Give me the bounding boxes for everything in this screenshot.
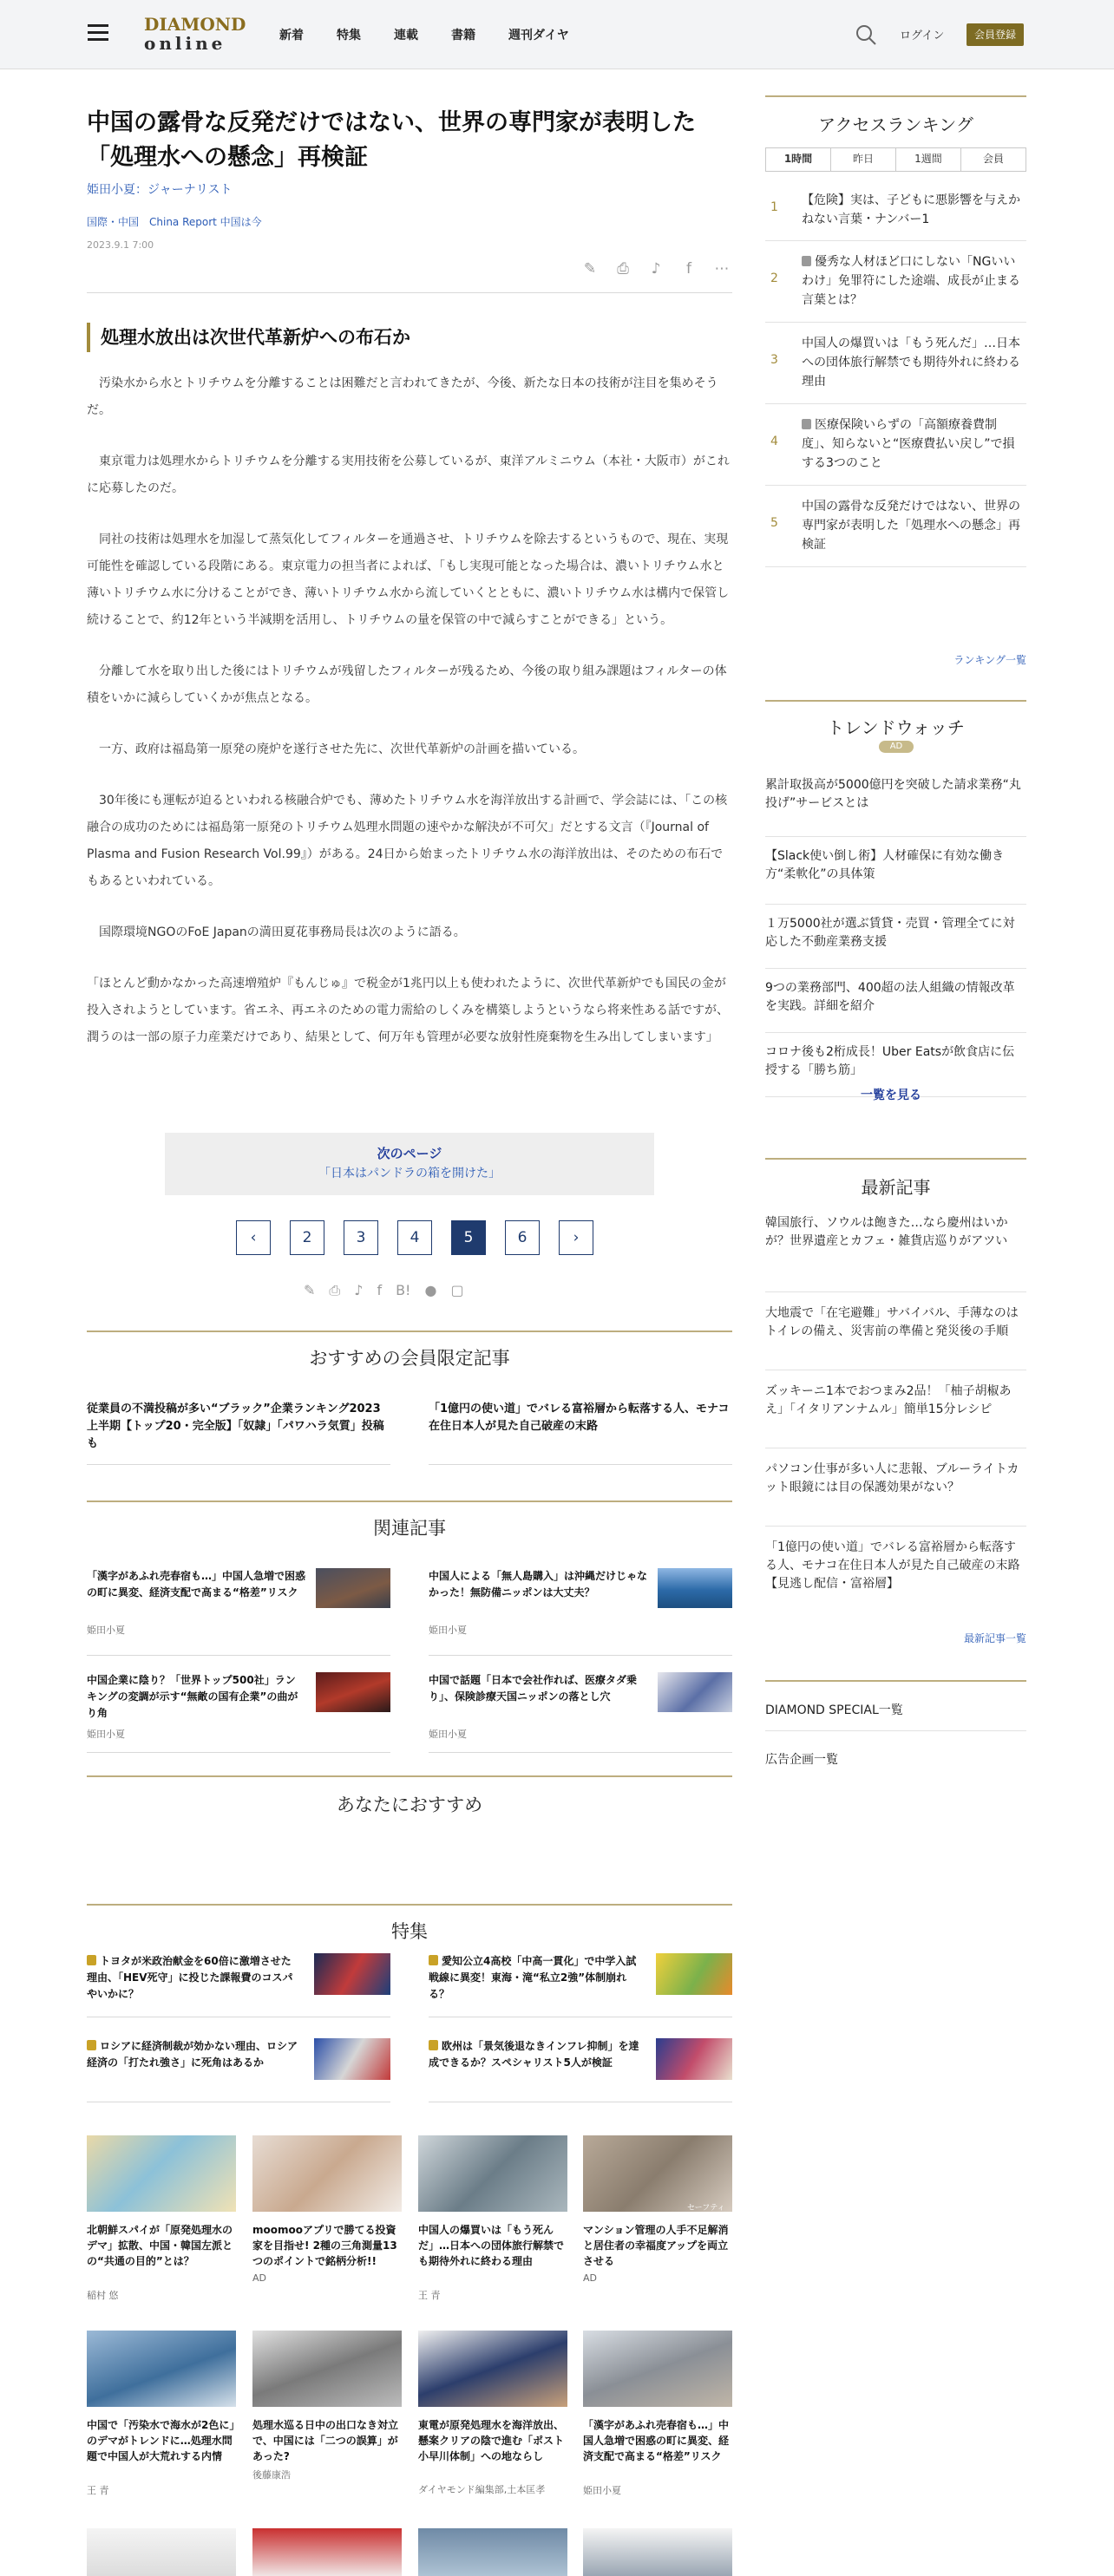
related-title: 中国で話題「日本で会社作れば、医療タダ乗り」、保険診療天国ニッポンの落とし穴 [429,1674,638,1703]
divider [87,1464,390,1465]
card-thumb [583,2135,732,2212]
page-5-current[interactable]: 5 [451,1220,486,1255]
login-link[interactable]: ログイン [900,29,945,42]
tab-yesterday[interactable]: 昨日 [830,148,895,171]
article-title: 中国の露骨な反発だけではない、世界の専門家が表明した「処理水への懸念」再検証 [87,109,696,171]
grid-card[interactable] [87,2135,236,2309]
twitter-icon[interactable]: ♪ [354,1282,364,1298]
nav-new[interactable]: 新着 [279,29,304,42]
grid-card[interactable] [583,2331,732,2504]
card-thumb [252,2331,402,2407]
pagination [236,1220,593,1255]
lock-icon [802,419,811,429]
rank-title: 【危険】実は、子どもに悪影響を与えかねない言葉・ナンバー1 [802,193,1020,226]
recommend-item[interactable]: 従業員の不満投稿が多い“ブラック”企業ランキング2023上半期【トップ20・完全版】「奴隷」「パワハラ気質」投稿も [87,1402,384,1450]
card-author: 稲村 悠 [87,2290,119,2301]
register-button[interactable]: 会員登録 [967,23,1024,46]
grid-card[interactable] [87,2331,236,2504]
share-toolbar [580,258,732,279]
related-thumb [658,1672,732,1712]
trend-item[interactable]: コロナ後も2桁成長！Uber Eatsが飲食店に伝授する「勝ち筋」 [765,1033,1026,1097]
recommend-item[interactable]: 「1億円の使い道」でバレる富裕層から転落する人、モナコ在住日本人が見た自己破産の末路 [429,1402,730,1433]
card-author: 後藤康浩 [252,2469,291,2481]
special-item[interactable] [429,1953,732,2005]
next-page-box[interactable] [165,1133,654,1195]
grid-card[interactable] [583,2135,732,2309]
publish-date: 2023.9.1 7:00 [87,239,154,251]
ranking-item[interactable] [765,241,1026,323]
latest-item[interactable]: 韓国旅行、ソウルは飽きた…なら慶州はいかが？世界遺産とカフェ・雑貨店巡りがアツい [765,1214,1026,1292]
lock-icon [429,2040,438,2050]
related-heading: 関連記事 [87,1500,732,1540]
related-item[interactable] [429,1672,732,1742]
card-title: 中国で「汚染水で海水が2色に」のデマがトレンドに…処理水問題で中国人が大荒れする内情 [87,2419,235,2462]
site-header [0,0,1114,69]
next-page-label: 次のページ [377,1146,442,1161]
related-author: 姫田小夏 [87,1625,125,1636]
rank-title: 中国の露骨な反発だけではない、世界の専門家が表明した「処理水への懸念」再検証 [802,500,1020,552]
grid-card[interactable] [252,2135,402,2309]
tab-member[interactable]: 会員 [960,148,1026,171]
paragraph: 同社の技術は処理水を加湿して蒸気化してフィルターを通過させ、トリチウムを除去するというもので、現在、実現可能性を確認している段階にある。東京電力の担当者によれば、「もし実現可能となった場合は、濃いトリチウム水と薄いトリチウム水に分けることができ、薄いトリチウム水から流していくとともに、濃いトリチウム水は構内で保管し続けることで、約12年という半減期を活用し、トリチウムの量を保管の中で減らすことができる」という。 [87,533,730,627]
trend-heading: トレンドウォッチ [765,700,1026,739]
rank-number: 1 [770,200,778,214]
card-author: ダイヤモンド編集部,土本匡孝 [418,2484,546,2495]
related-author: 姫田小夏 [87,1729,125,1740]
rank-number: 2 [770,271,778,285]
tab-1hour[interactable]: 1時間 [766,148,830,171]
ranking-item[interactable] [765,180,1026,241]
related-item[interactable] [429,1568,732,1638]
nav-books[interactable]: 書籍 [451,29,475,42]
card-author: 姫田小夏 [583,2485,621,2496]
special-title: 愛知公立4高校「中高一貫化」で中学入試戦線に異変！東海・滝“私立2強”体制崩れる？ [429,1955,637,2000]
ranking-list-link[interactable]: ランキング一覧 [953,654,1026,666]
ad-list-link[interactable]: 広告企画一覧 [765,1730,1026,1781]
trend-item[interactable]: １万5000社が選ぶ賃貸・売買・管理全てに対応した不動産業務支援 [765,905,1026,969]
share-toolbar-bottom [304,1282,464,1299]
page-6[interactable]: 6 [505,1220,540,1255]
category-links[interactable]: 国際・中国 China Report 中国は今 [87,216,262,228]
divider [429,1464,732,1465]
card-title: 中国人の爆買いは「もう死んだ」…日本への団体旅行解禁でも期待外れに終わる理由 [418,2224,565,2267]
card-thumb [87,2135,236,2212]
card-thumb [87,2331,236,2407]
latest-item[interactable]: パソコン仕事が多い人に悲報、ブルーライトカット眼鏡には目の保護効果がない？ [765,1448,1026,1527]
for-you-heading: あなたにおすすめ [87,1775,732,1817]
special-item[interactable] [87,2038,390,2090]
paragraph: 一方、政府は福島第一原発の廃炉を遂行させた先に、次世代革新炉の計画を描いている。 [99,742,585,756]
special-item[interactable] [87,1953,390,2005]
paragraph: 国際環境NGOのFoE Japanの満田夏花事務局長は次のように語る。 [99,925,466,939]
card-title: マンション管理の人手不足解消と居住者の幸福度アップを両立させる [583,2224,729,2267]
grid-card[interactable] [252,2331,402,2504]
grid-card[interactable] [418,2135,567,2309]
paragraph: 分離して水を取り出した後にはトリチウムが残留したフィルターが残るため、今後の取り組み課題はフィルターの体積をいかに減らしていくかが焦点となる。 [87,664,727,705]
main-nav [279,26,569,43]
tab-1week[interactable]: 1週間 [895,148,960,171]
latest-list-link[interactable]: 最新記事一覧 [963,1632,1026,1644]
paragraph: 「ほとんど動かなかった高速増殖炉『もんじゅ』で税金が1兆円以上も使われたように、次世代革新炉でも国民の金が投入されようとしています。省エネ、再エネのための電力需給のしくみを構築しようというなら将来性ある話ですが、潤うのは一部の原子力産業だけであり、結果として、何万年も管理が必要な放射性廃棄物を生み出してしまいます」 [87,977,730,1044]
ranking-heading: アクセスランキング [765,95,1026,136]
related-item[interactable] [87,1568,390,1638]
related-title: 中国企業に陰り？「世界トップ500社」ランキングの変調が示す“無敵の国有企業”の曲がり角 [87,1674,298,1719]
site-logo[interactable] [144,14,246,54]
rank-title: 中国人の爆買いは「もう死んだ」…日本への団体旅行解禁でも期待外れに終わる理由 [802,337,1020,389]
card-title: 北朝鮮スパイが「原発処理水のデマ」拡散、中国・韓国左派との“共通の目的”とは？ [87,2224,233,2267]
rank-number: 5 [770,516,778,530]
special-title: 欧州は「景気後退なきインフレ抑制」を達成できるか？スペシャリスト5人が検証 [429,2040,639,2069]
special-item[interactable] [429,2038,732,2090]
card-thumb [252,2135,402,2212]
search-icon[interactable] [855,23,877,46]
logo-line2: online [144,33,226,54]
related-thumb [658,1568,732,1608]
card-thumb [583,2331,732,2407]
facebook-icon[interactable]: f [377,1282,383,1298]
trend-item[interactable]: 累計取扱高が5000億円を突破した請求業務“丸投げ”サービスとは [765,776,1026,837]
special-list-link[interactable]: DIAMOND SPECIAL一覧 [765,1680,1026,1730]
line-icon[interactable]: ● [424,1282,437,1298]
rank-title: 優秀な人材ほど口にしない「NGいいわけ」免罪符にした途端、成長が止まる言葉とは？ [802,255,1020,307]
hatena-icon[interactable]: B! [396,1282,411,1298]
card-title: 「漢字があふれ売春宿も…」中国人急増で困惑の町に異変、経済支配で高まる“格差”リスク [583,2419,730,2462]
print-icon[interactable]: ⎙ [617,260,629,278]
page-2[interactable]: 2 [290,1220,324,1255]
recommend-list [87,1401,732,1453]
rank-number: 4 [770,435,778,448]
author-link[interactable]: 姫田小夏：ジャーナリスト [87,183,233,197]
divider [87,292,732,293]
nav-weekly[interactable]: 週刊ダイヤ [508,29,569,42]
lock-icon [87,1955,96,1965]
related-item[interactable] [87,1672,390,1742]
page-3[interactable]: 3 [344,1220,378,1255]
card-thumb [418,2331,567,2407]
page-4[interactable]: 4 [397,1220,432,1255]
print-icon[interactable]: ⎙ [329,1282,341,1298]
divider [429,1655,732,1656]
section-heading: 処理水放出は次世代革新炉への布石か [87,323,410,352]
more-icon[interactable]: ⋯ [714,260,730,278]
special-thumb [314,2038,390,2080]
trend-more-link[interactable]: 一覧を見る [861,1089,921,1102]
special-title: トヨタが米政治献金を60倍に激増させた理由、「HEV死守」に投じた課報費のコスパやいかに？ [87,1955,293,2000]
ranking-item[interactable] [765,404,1026,486]
card-title: 処理水巡る日中の出口なき対立で、中国には「二つの誤算」があった? [252,2419,399,2462]
paragraph: 汚染水から水とトリチウムを分離することは困難だと言われてきたが、今後、新たな日本の技術が注目を集めそうだ。 [87,376,718,417]
card-badge: セーフティベル [687,2204,725,2224]
nav-series[interactable]: 連載 [394,29,418,42]
card-author: AD [583,2272,597,2284]
twitter-icon[interactable]: ♪ [651,260,661,278]
related-title: 「漢字があふれ売春宿も…」中国人急増で困惑の町に異変、経済支配で高まる“格差”リスク [87,1570,306,1599]
related-author: 姫田小夏 [429,1729,467,1740]
card-author: AD [252,2272,266,2284]
lock-icon [802,256,811,266]
next-page-icon[interactable]: › [559,1220,593,1255]
ranking-item[interactable] [765,323,1026,404]
paragraph: 30年後にも運転が迫るといわれる核融合炉でも、薄めたトリチウム水を海洋放出する計画で、学会誌には、「この核融合の成功のためには福島第一原発のトリチウム処理水問題の速やかな解決が不可欠」だとする文言（『Journal of Plasma and Fusion Research Vol.99』）がある。24日から始まったトリチウム水の海洋放出は、そのための布石でもあるといわれている。 [87,794,728,888]
divider [87,1752,390,1753]
latest-item[interactable]: 大地震で「在宅避難」サバイバル、手薄なのはトイレの備え、災害前の準備と発災後の手順 [765,1292,1026,1370]
grid-card[interactable] [418,2331,567,2504]
lock-icon [87,2040,96,2050]
trend-item[interactable]: 【Slack使い倒し術】人材確保に有効な働き方“柔軟化”の具体策 [765,837,1026,905]
ranking-item[interactable] [765,486,1026,567]
paragraph: 東京電力は処理水からトリチウムを分離する実用技術を公募しているが、東洋アルミニウム（本社・大阪市）がこれに応募したのだ。 [87,454,730,495]
special-thumb [314,1953,390,1995]
latest-item[interactable]: ズッキーニ1本でおつまみ2品！「柚子胡椒あえ」「イタリアンナムル」簡単15分レシピ [765,1370,1026,1448]
logo-line1: DIAMOND [144,14,246,35]
card-thumb [418,2528,567,2576]
card-thumb [252,2528,402,2576]
special-title: ロシアに経済制裁が効かない理由、ロシア経済の「打たれ強さ」に死角はあるか [87,2040,298,2069]
card-title: moomooアプリで勝てる投資家を目指せ! 2種の三角測量13つのポイントで銘柄分析!! [252,2224,397,2267]
recommend-heading: おすすめの会員限定記事 [87,1330,732,1370]
card-title: 東電が原発処理水を海洋放出、懸案クリアの陰で進む「ポスト小早川体制」への地ならし [418,2419,565,2462]
nav-special[interactable]: 特集 [337,29,361,42]
related-thumb [316,1672,390,1712]
latest-heading: 最新記事 [765,1158,1026,1199]
latest-item[interactable]: 「1億円の使い道」でバレる富裕層から転落する人、モナコ在住日本人が見た自己破産の末路【見逃し配信・富裕層】 [765,1540,1020,1591]
pocket-icon[interactable]: ▢ [450,1282,464,1298]
article-grid [87,2135,732,2500]
facebook-icon[interactable]: f [686,260,691,278]
special-thumb [656,2038,732,2080]
special-heading: 特集 [87,1904,732,1944]
clip-icon[interactable]: ✎ [583,260,597,278]
ad-badge: AD [879,741,914,753]
ranking-tabs [765,147,1026,172]
card-thumb [87,2528,236,2576]
menu-icon[interactable] [88,24,108,42]
prev-page-icon[interactable]: ‹ [236,1220,271,1255]
article-body [87,370,732,1076]
related-title: 中国人による「無人島購入」は沖縄だけじゃなかった！無防備ニッポンは大丈夫？ [429,1570,648,1599]
card-author: 王 青 [87,2485,109,2496]
card-thumb [583,2528,732,2576]
related-author: 姫田小夏 [429,1625,467,1636]
related-thumb [316,1568,390,1608]
clip-icon[interactable]: ✎ [304,1282,316,1298]
next-page-title: 「日本はパンドラの箱を開けた」 [318,1167,501,1180]
rank-title: 医療保険いらずの「高額療養費制度」、知らないと“医療費払い戻し”で損する3つのこと [802,418,1015,470]
divider [87,1655,390,1656]
divider [429,1752,732,1753]
rank-number: 3 [770,353,778,367]
card-author: 王 青 [418,2290,441,2301]
lock-icon [429,1955,438,1965]
card-thumb [418,2135,567,2212]
special-thumb [656,1953,732,1995]
trend-item[interactable]: 9つの業務部門、400超の法人組織の情報改革を実践。詳細を紹介 [765,969,1026,1033]
